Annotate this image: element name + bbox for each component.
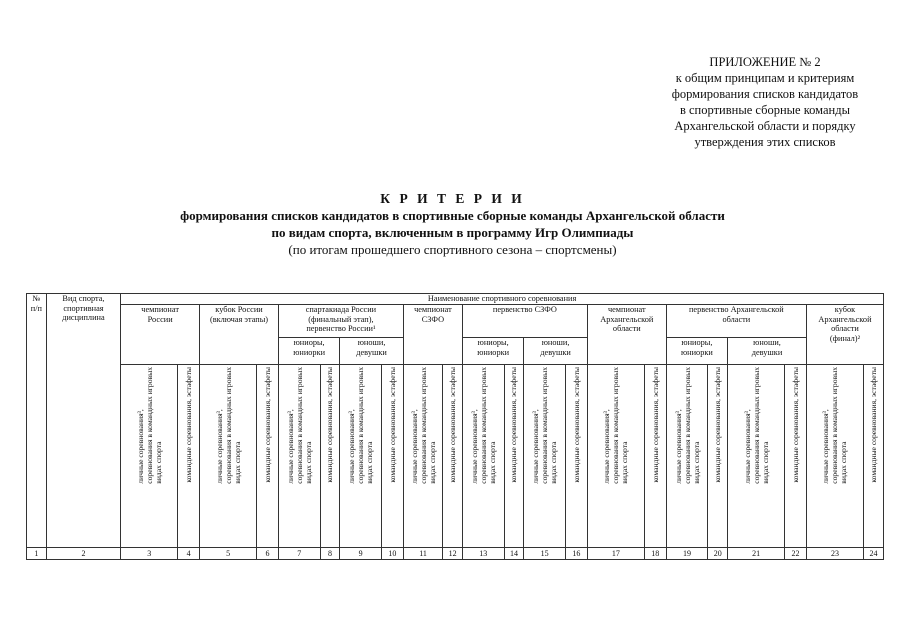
column-number: 8	[320, 548, 340, 560]
header-juniors: юниоры, юниорки	[278, 338, 339, 365]
header-nwfd-championship: чемпионат СЗФО	[403, 305, 462, 365]
header-nwfd-first: первенство СЗФО	[462, 305, 587, 338]
appendix-line: ПРИЛОЖЕНИЕ № 2	[709, 55, 821, 69]
title-line-1: формирования списков кандидатов в спортивные сборные команды Архангельской области	[180, 208, 725, 223]
column-number: 22	[785, 548, 807, 560]
header-col-sport: Вид спорта, спортивная дисциплина	[46, 294, 120, 548]
column-number: 24	[863, 548, 883, 560]
header-type-individual: личные соревнования³, соревнования в командных игровых видах спорта	[403, 365, 442, 548]
header-type-individual: личные соревнования³, соревнования в командных игровых видах спорта	[200, 365, 257, 548]
appendix-line: утверждения этих списков	[694, 135, 836, 149]
header-type-team: командные соревнования, эстафеты	[863, 365, 883, 548]
header-type-individual: личные соревнования³, соревнования в командных игровых видах спорта	[340, 365, 382, 548]
header-type-team: командные соревнования, эстафеты	[257, 365, 279, 548]
header-region-first: первенство Архангельской области	[666, 305, 806, 338]
column-number: 23	[806, 548, 863, 560]
header-type-team: командные соревнования, эстафеты	[320, 365, 340, 548]
header-juniors: юниоры, юниорки	[462, 338, 523, 365]
header-region-championship: чемпионат Архангельской области	[587, 305, 666, 365]
header-type-team: командные соревнования, эстафеты	[644, 365, 666, 548]
header-type-team: командные соревнования, эстафеты	[708, 365, 728, 548]
header-type-individual: личные соревнования³, соревнования в командных игровых видах спорта	[666, 365, 708, 548]
header-youth: юноши, девушки	[340, 338, 404, 365]
header-type-team: командные соревнования, эстафеты	[565, 365, 587, 548]
column-number: 14	[504, 548, 524, 560]
header-type-team: командные соревнования, эстафеты	[504, 365, 524, 548]
column-number: 7	[278, 548, 320, 560]
header-col-number: № п/п	[27, 294, 47, 548]
header-type-individual: личные соревнования³, соревнования в командных игровых видах спорта	[806, 365, 863, 548]
header-type-team: командные соревнования, эстафеты	[785, 365, 807, 548]
appendix-line: к общим принципам и критериям	[675, 71, 855, 85]
title-line-2: по видам спорта, включенным в программу Игр Олимпиады	[271, 225, 634, 240]
appendix-line: Архангельской области и порядку	[674, 119, 856, 133]
header-type-individual: личные соревнования³, соревнования в командных игровых видах спорта	[462, 365, 504, 548]
column-number: 12	[443, 548, 463, 560]
column-number: 3	[121, 548, 178, 560]
column-number: 19	[666, 548, 708, 560]
column-number: 9	[340, 548, 382, 560]
header-type-team: командные соревнования, эстафеты	[443, 365, 463, 548]
column-number: 20	[708, 548, 728, 560]
column-number: 17	[587, 548, 644, 560]
criteria-table	[26, 293, 884, 560]
title-subtitle: (по итогам прошедшего спортивного сезона – спортсмены)	[288, 242, 617, 257]
header-youth: юноши, девушки	[728, 338, 807, 365]
column-number-row	[27, 548, 884, 560]
column-number: 21	[728, 548, 785, 560]
column-number: 18	[644, 548, 666, 560]
header-russia-cup: кубок России (включая этапы)	[200, 305, 279, 365]
header-youth: юноши, девушки	[524, 338, 588, 365]
appendix-line: в спортивные сборные команды	[679, 103, 850, 117]
header-russia-spartakiad: спартакиада России (финальный этап), первенство России¹	[278, 305, 403, 338]
column-number: 10	[381, 548, 403, 560]
column-number: 11	[403, 548, 442, 560]
column-number: 1	[27, 548, 47, 560]
header-region-cup: кубок Архангельской области (финал)²	[806, 305, 883, 365]
column-number: 4	[178, 548, 200, 560]
column-number: 16	[565, 548, 587, 560]
column-number: 2	[46, 548, 120, 560]
header-type-individual: личные соревнования³, соревнования в командных игровых видах спорта	[278, 365, 320, 548]
document-title: К Р И Т Е Р И И	[380, 191, 525, 206]
header-type-team: командные соревнования, эстафеты	[381, 365, 403, 548]
column-number: 6	[257, 548, 279, 560]
column-number: 15	[524, 548, 566, 560]
header-type-individual: личные соревнования³, соревнования в командных игровых видах спорта	[121, 365, 178, 548]
header-type-individual: личные соревнования³, соревнования в командных игровых видах спорта	[587, 365, 644, 548]
document-title-block	[0, 190, 905, 258]
header-juniors: юниоры, юниорки	[666, 338, 727, 365]
header-type-individual: личные соревнования³, соревнования в командных игровых видах спорта	[524, 365, 566, 548]
header-competition-name: Наименование спортивного соревнования	[121, 294, 884, 305]
column-number: 13	[462, 548, 504, 560]
appendix-line: формирования списков кандидатов	[671, 87, 859, 101]
appendix-block	[640, 54, 890, 150]
column-number: 5	[200, 548, 257, 560]
header-type-individual: личные соревнования³, соревнования в командных игровых видах спорта	[728, 365, 785, 548]
header-russia-championship: чемпионат России	[121, 305, 200, 365]
header-type-team: командные соревнования, эстафеты	[178, 365, 200, 548]
